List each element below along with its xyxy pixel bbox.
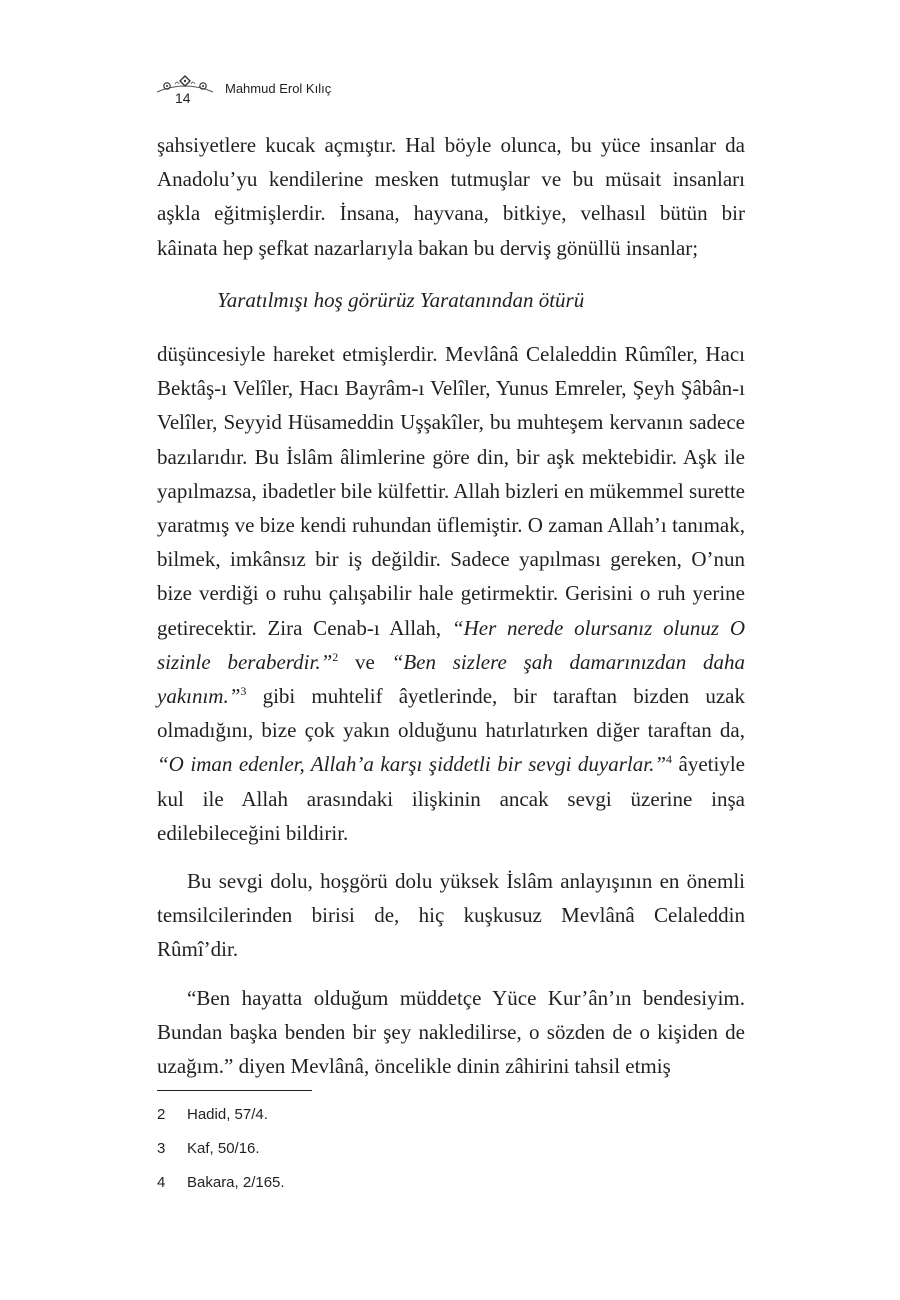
paragraph-3: Bu sevgi dolu, hoşgörü dolu yüksek İslâm anlayışının en önemli temsilcilerinden birisi de, hiç kuşkusuz Mevlânâ Celaleddin Rûmî’dir. [157,869,745,962]
footnote-ref-3[interactable]: 3 [240,684,247,699]
footnote-text: Hadid, 57/4. [187,1106,268,1123]
quran-quote-2: “Ben sizlere şah damarınızdan daha yakınım.” [157,649,745,709]
footnote-item [157,1166,745,1200]
footnote-ref-4[interactable]: 4 [666,752,673,767]
paragraph-2-text-3: gibi muhtelif âyetlerinde, bir taraftan bizden uzak olmadığını, bize çok yakın olduğunu hatırlatırken diğer taraftan da, [157,684,745,743]
footnote-divider [157,1090,312,1091]
running-head: Mahmud Erol Kılıç [225,81,332,96]
footnote-number: 4 [157,1174,166,1191]
paragraph-2 [157,337,745,850]
paragraph-2-text-4: âyetiyle kul ile Allah arasındaki ilişkinin ancak sevgi üzerine inşa edilebileceğini bildirir. [157,752,746,845]
footnote-number: 3 [157,1140,166,1157]
body-text [157,128,745,1083]
paragraph-2-text-2: ve [338,649,392,674]
footnote-number: 2 [157,1106,166,1123]
footnotes [157,1098,745,1200]
page-number: 14 [175,90,191,106]
paragraph-2-text-1: düşüncesiyle hareket etmişlerdir. Mevlânâ Celaleddin Rûmîler, Hacı Bektâş-ı Velîler, Hacı Bayrâm-ı Velîler, Yunus Emreler, Şeyh Şâbân-ı Velîler, Seyyid Hüsameddin Uşşakîler, bu muhteşem kervanın sadece bazılarıdır. Bu İslâm âlimlerine göre din, bir aşk mektebidir. Aşk ile yapılmazsa, ibadetler bile külfettir. Allah bizleri en mükemmel surette yaratmış ve bize kendi ruhundan üflemiştir. O zaman Allah’ı tanımak, bilmek, imkânsız bir iş değildir. Sadece yapılması gereken, O’nun bize verdiği o ruhu çalışabilir hale getirmektir. Gerisini o ruh yerine getirecektir. Zira Cenab-ı Allah, [157,342,745,640]
footnote-text: Kaf, 50/16. [187,1140,260,1157]
quran-quote-3: “O iman edenler, Allah’a karşı şiddetli bir sevgi duyarlar.” [157,752,667,777]
footnote-text: Bakara, 2/165. [187,1174,285,1191]
verse-quote: Yaratılmışı hoş görürüz Yaratanından ötürü [217,287,585,312]
quran-quote-1: “Her nerede olursanız olunuz O sizinle beraberdir.” [157,615,745,674]
footnote-item [157,1098,745,1132]
footnote-ref-2[interactable]: 2 [332,649,339,664]
paragraph-1: şahsiyetlere kucak açmıştır. Hal böyle olunca, bu yüce insanlar da Anadolu’yu kendilerine mesken tutmuşlar ve bu müsait insanları aşkla eğitmişlerdir. İnsana, hayvana, bitkiye, velhasıl bütün bir kâinata hep şefkat nazarlarıyla bakan bu derviş gönüllü insanlar; [157,133,745,260]
footnote-item [157,1132,745,1166]
paragraph-4: “Ben hayatta olduğum müddetçe Yüce Kur’ân’ın bendesiyim. Bundan başka benden bir şey nakledilirse, o sözden de o kişiden de uzağım.” diyen Mevlânâ, öncelikle dinin zâhirini tahsil etmiş [157,985,745,1079]
page-header [155,72,755,112]
